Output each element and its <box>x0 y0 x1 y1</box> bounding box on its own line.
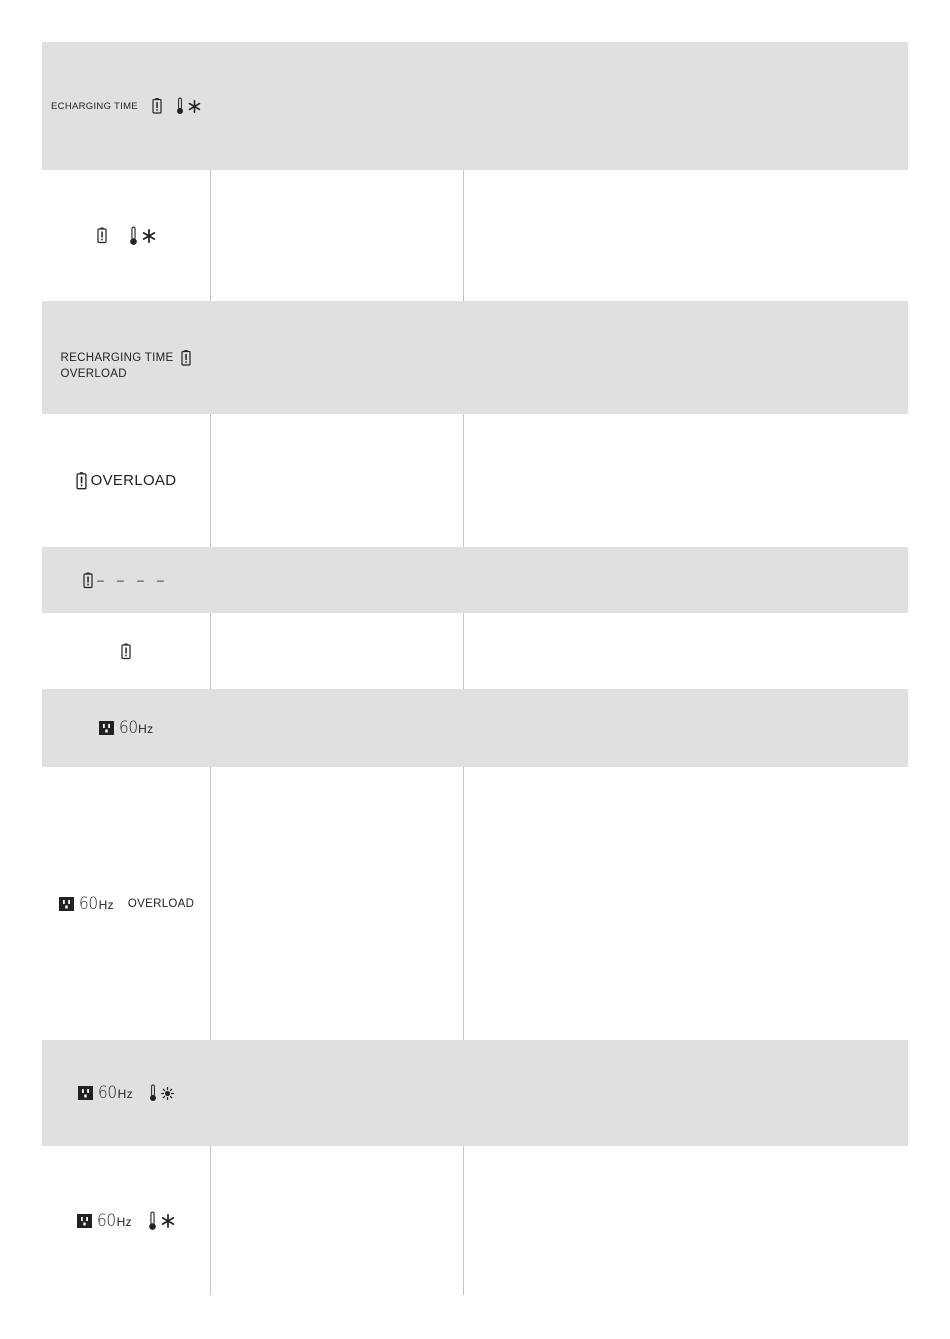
display-text-line2: OVERLOAD <box>60 367 127 380</box>
solution-cell <box>464 767 908 1040</box>
table-row <box>42 689 908 767</box>
battery-warning-icon <box>76 472 87 490</box>
table-row <box>42 1146 908 1295</box>
table-row <box>42 613 908 689</box>
frequency-value: 60 <box>118 718 138 738</box>
battery-warning-icon <box>121 643 131 660</box>
ac-outlet-icon <box>99 721 114 735</box>
battery-warning-icon <box>181 350 191 366</box>
solution-cell <box>464 547 908 613</box>
description-cell <box>211 613 463 689</box>
description-cell <box>211 689 463 767</box>
snowflake-icon <box>188 100 201 113</box>
snowflake-icon <box>142 229 156 243</box>
solution-cell <box>464 1040 908 1146</box>
display-cell <box>42 689 210 767</box>
display-text: OVERLOAD <box>127 897 195 910</box>
display-cell <box>42 767 210 1040</box>
table-row <box>42 414 908 547</box>
description-cell <box>211 301 463 414</box>
frequency-unit: Hz <box>98 897 114 912</box>
display-text: OVERLOAD <box>90 472 177 489</box>
snowflake-icon <box>161 1214 175 1228</box>
solution-cell <box>464 689 908 767</box>
thermometer-icon <box>148 1211 157 1231</box>
display-dashes: – – – – <box>97 573 169 587</box>
sun-icon <box>161 1087 174 1100</box>
thermometer-icon <box>176 97 184 115</box>
ac-outlet-icon <box>78 1086 93 1100</box>
table-row <box>42 767 908 1040</box>
table-row <box>42 1040 908 1146</box>
display-text: ECHARGING TIME <box>51 100 138 112</box>
description-cell <box>211 42 463 170</box>
table-row <box>42 547 908 613</box>
description-cell <box>211 1040 463 1146</box>
thermometer-icon <box>149 1084 157 1102</box>
description-cell <box>211 767 463 1040</box>
ac-outlet-icon <box>77 1214 92 1228</box>
frequency-value: 60 <box>79 893 98 914</box>
display-cell <box>42 613 210 689</box>
display-cell <box>42 301 210 414</box>
display-text-line1: RECHARGING TIME <box>60 351 174 364</box>
status-display-table <box>42 42 908 1295</box>
display-cell <box>42 42 210 170</box>
ac-outlet-icon <box>59 897 74 911</box>
frequency-unit: Hz <box>138 722 154 736</box>
frequency-value: 60 <box>98 1083 117 1103</box>
display-cell <box>42 170 210 301</box>
display-cell <box>42 1146 210 1295</box>
description-cell <box>211 414 463 547</box>
solution-cell <box>464 1146 908 1295</box>
thermometer-icon <box>129 226 138 246</box>
frequency-value: 60 <box>97 1210 116 1231</box>
display-cell <box>42 1040 210 1146</box>
table-row <box>42 42 908 170</box>
solution-cell <box>464 42 908 170</box>
table-row <box>42 301 908 414</box>
solution-cell <box>464 301 908 414</box>
frequency-unit: Hz <box>116 1214 132 1229</box>
frequency-unit: Hz <box>117 1087 133 1101</box>
battery-warning-icon <box>97 227 107 244</box>
solution-cell <box>464 170 908 301</box>
battery-warning-icon <box>83 572 93 589</box>
battery-warning-icon <box>152 98 162 114</box>
description-cell <box>211 1146 463 1295</box>
display-cell <box>42 547 210 613</box>
description-cell <box>211 170 463 301</box>
display-cell <box>42 414 210 547</box>
solution-cell <box>464 414 908 547</box>
table-row <box>42 170 908 301</box>
description-cell <box>211 547 463 613</box>
solution-cell <box>464 613 908 689</box>
